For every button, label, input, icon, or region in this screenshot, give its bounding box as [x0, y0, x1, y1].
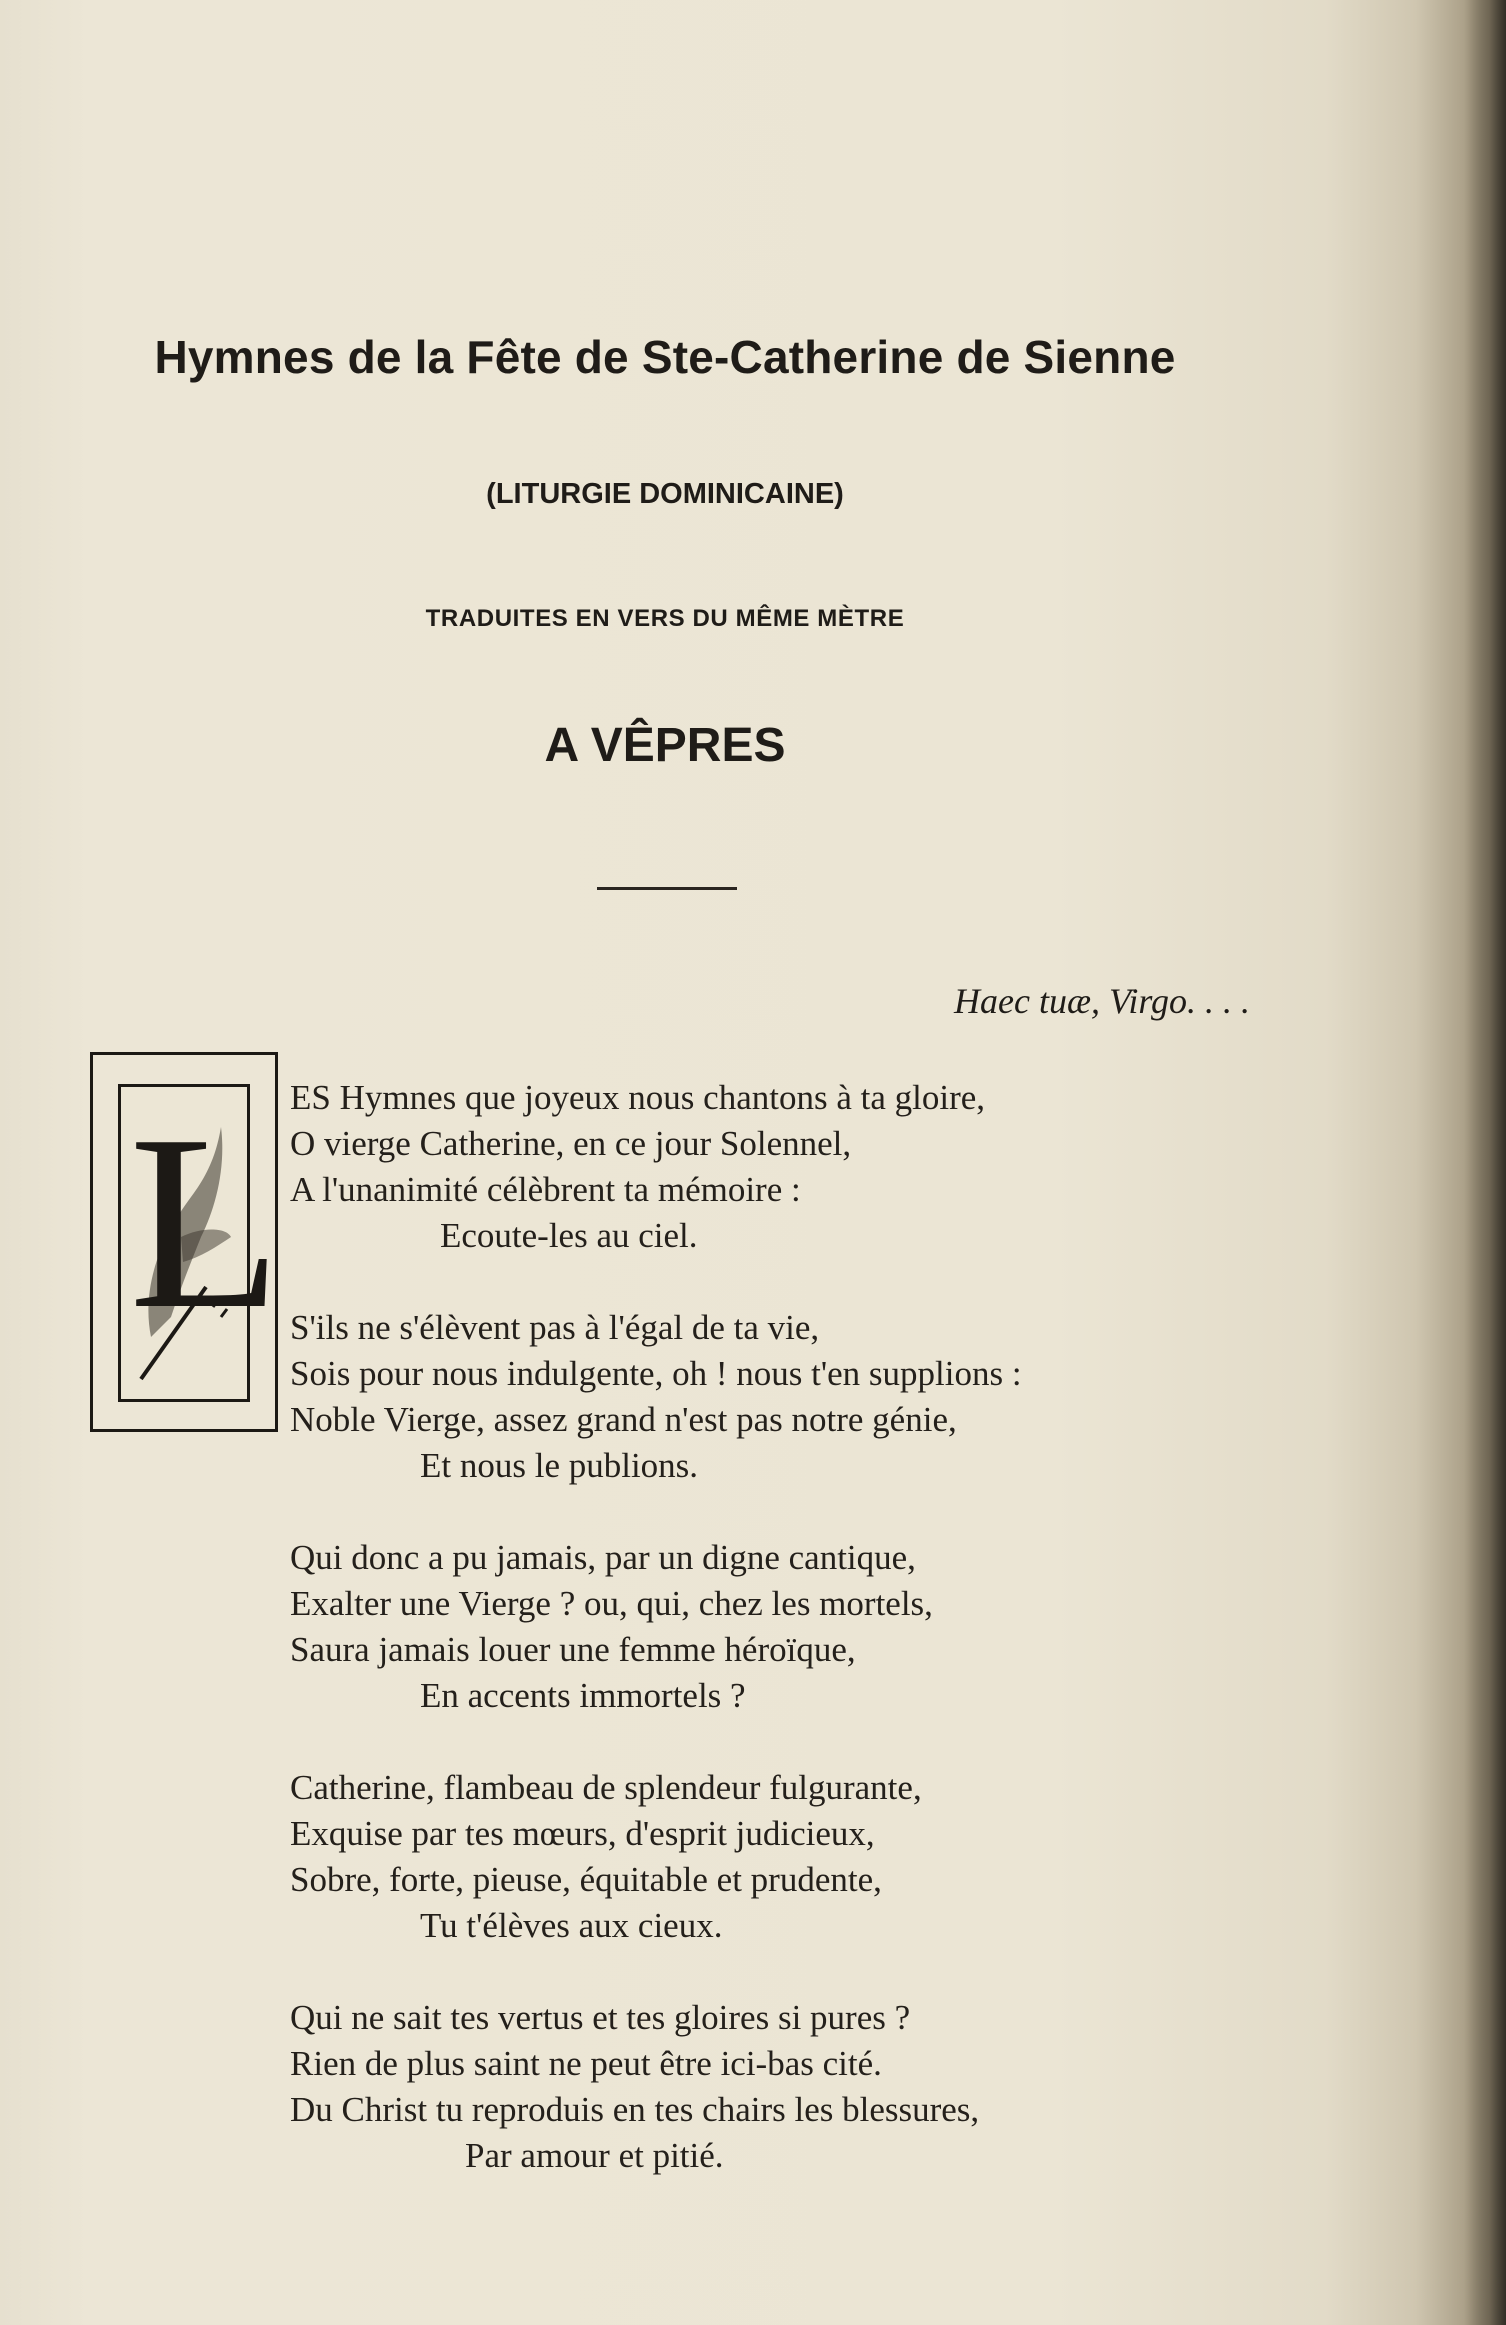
- verse-line: O vierge Catherine, en ce jour Solennel,: [290, 1124, 852, 1163]
- latin-incipit: Haec tuæ, Virgo. . . .: [954, 981, 1250, 1021]
- verse-line: Qui ne sait tes vertus et tes gloires si pures ?: [290, 1998, 911, 2037]
- verse-line: Du Christ tu reproduis en tes chairs les blessures,: [290, 2090, 980, 2129]
- stanza: [290, 1765, 1290, 1949]
- stanza: [290, 1305, 1290, 1489]
- verse-line: Sois pour nous indulgente, oh ! nous t'en supplions :: [290, 1354, 1022, 1393]
- stanza: [290, 1995, 1290, 2179]
- verse-line: Exquise par tes mœurs, d'esprit judicieux,: [290, 1814, 875, 1853]
- page-title: Hymnes de la Fête de Ste-Catherine de Sienne: [154, 331, 1176, 383]
- page-subtitle-translation: TRADUITES EN VERS DU MÊME MÈTRE: [425, 605, 905, 632]
- verse-line: Qui donc a pu jamais, par un digne cantique,: [290, 1538, 916, 1577]
- divider-rule: [597, 887, 737, 890]
- page-subtitle: (LITURGIE DOMINICAINE): [486, 478, 844, 510]
- verse-line: Saura jamais louer une femme héroïque,: [290, 1630, 856, 1669]
- verse-line: Par amour et pitié.: [465, 2136, 724, 2175]
- verse-line: Exalter une Vierge ? ou, qui, chez les mortels,: [290, 1584, 933, 1623]
- page-spine-shadow: [1464, 0, 1506, 2325]
- verse-line: Sobre, forte, pieuse, équitable et prudente,: [290, 1860, 882, 1899]
- drop-cap: [118, 1084, 282, 1402]
- stanza: [290, 1075, 1290, 1259]
- verse-line: A l'unanimité célèbrent ta mémoire :: [290, 1170, 801, 1209]
- section-heading: A VÊPRES: [544, 719, 786, 772]
- verse-line: Ecoute-les au ciel.: [440, 1216, 698, 1255]
- verse-line: Catherine, flambeau de splendeur fulgurante,: [290, 1768, 922, 1807]
- verse-line: Noble Vierge, assez grand n'est pas notre génie,: [290, 1400, 957, 1439]
- hymn-poem: [290, 1075, 1290, 2225]
- verse-line: S'ils ne s'élèvent pas à l'égal de ta vie,: [290, 1308, 820, 1347]
- stanza: [290, 1535, 1290, 1719]
- verse-line: Et nous le publions.: [420, 1446, 699, 1485]
- verse-line: Rien de plus saint ne peut être ici-bas cité.: [290, 2044, 882, 2083]
- verse-line: Tu t'élèves aux cieux.: [420, 1906, 723, 1945]
- verse-line: ES Hymnes que joyeux nous chantons à ta gloire,: [290, 1078, 986, 1117]
- verse-line: En accents immortels ?: [420, 1676, 746, 1715]
- show-through-text: [90, 150, 1270, 196]
- drop-cap-letter: L: [129, 1084, 282, 1361]
